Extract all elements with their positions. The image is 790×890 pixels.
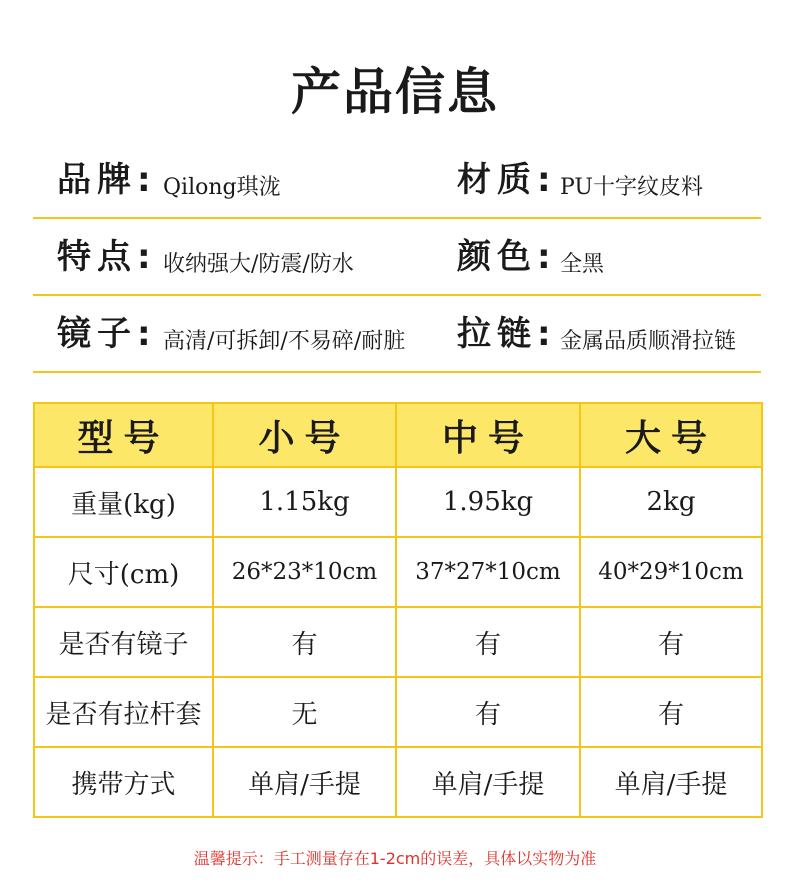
info-label: 拉链:: [457, 314, 557, 354]
header-cell-medium: 中号: [396, 403, 580, 467]
table-cell: 单肩/手提: [396, 747, 580, 817]
info-item-material: [433, 140, 761, 217]
table-cell: 有: [396, 607, 580, 677]
row-label: 重量(kg): [34, 467, 213, 537]
info-label: 镜子:: [57, 314, 157, 354]
header-cell-model: 型号: [34, 403, 213, 467]
info-label: 材质:: [457, 160, 557, 200]
info-value: 金属品质顺滑拉链: [560, 329, 737, 354]
table-cell: 1.15kg: [213, 467, 396, 537]
info-value: 高清/可拆卸/不易碎/耐脏: [163, 329, 406, 354]
info-row: [33, 294, 761, 373]
info-value: 收纳强大/防震/防水: [163, 252, 354, 277]
table-cell: 无: [213, 677, 396, 747]
table-cell: 有: [580, 607, 762, 677]
table-cell: 有: [580, 677, 762, 747]
table-row: [34, 467, 762, 537]
info-value: Qilong琪泷: [163, 175, 281, 200]
table-cell: 2kg: [580, 467, 762, 537]
info-label: 特点:: [57, 237, 157, 277]
row-label: 尺寸(cm): [34, 537, 213, 607]
info-item-brand: [33, 140, 433, 217]
info-item-zipper: [433, 294, 761, 371]
header-cell-large: 大号: [580, 403, 762, 467]
table-cell: 1.95kg: [396, 467, 580, 537]
info-value: PU十字纹皮料: [560, 175, 703, 200]
header-cell-small: 小号: [213, 403, 396, 467]
info-value: 全黑: [560, 252, 605, 277]
table-row: [34, 607, 762, 677]
row-label: 是否有拉杆套: [34, 677, 213, 747]
info-item-color: [433, 217, 761, 294]
row-label: 是否有镜子: [34, 607, 213, 677]
table-header-row: [34, 403, 762, 467]
table-cell: 26*23*10cm: [213, 537, 396, 607]
info-label: 颜色:: [457, 237, 557, 277]
table-cell: 有: [213, 607, 396, 677]
disclaimer-note: 温馨提示：手工测量存在1-2cm的误差，具体以实物为准: [193, 849, 597, 868]
spec-table: [33, 402, 763, 818]
table-row: [34, 537, 762, 607]
table-cell: 40*29*10cm: [580, 537, 762, 607]
table-row: [34, 677, 762, 747]
info-item-mirror: [33, 294, 433, 371]
info-row: [33, 140, 761, 219]
table-cell: 单肩/手提: [580, 747, 762, 817]
info-label: 品牌:: [57, 160, 157, 200]
table-cell: 37*27*10cm: [396, 537, 580, 607]
info-row: [33, 217, 761, 296]
table-cell: 有: [396, 677, 580, 747]
page-title: 产品信息: [291, 63, 499, 121]
info-item-feature: [33, 217, 433, 294]
row-label: 携带方式: [34, 747, 213, 817]
table-cell: 单肩/手提: [213, 747, 396, 817]
table-row: [34, 747, 762, 817]
